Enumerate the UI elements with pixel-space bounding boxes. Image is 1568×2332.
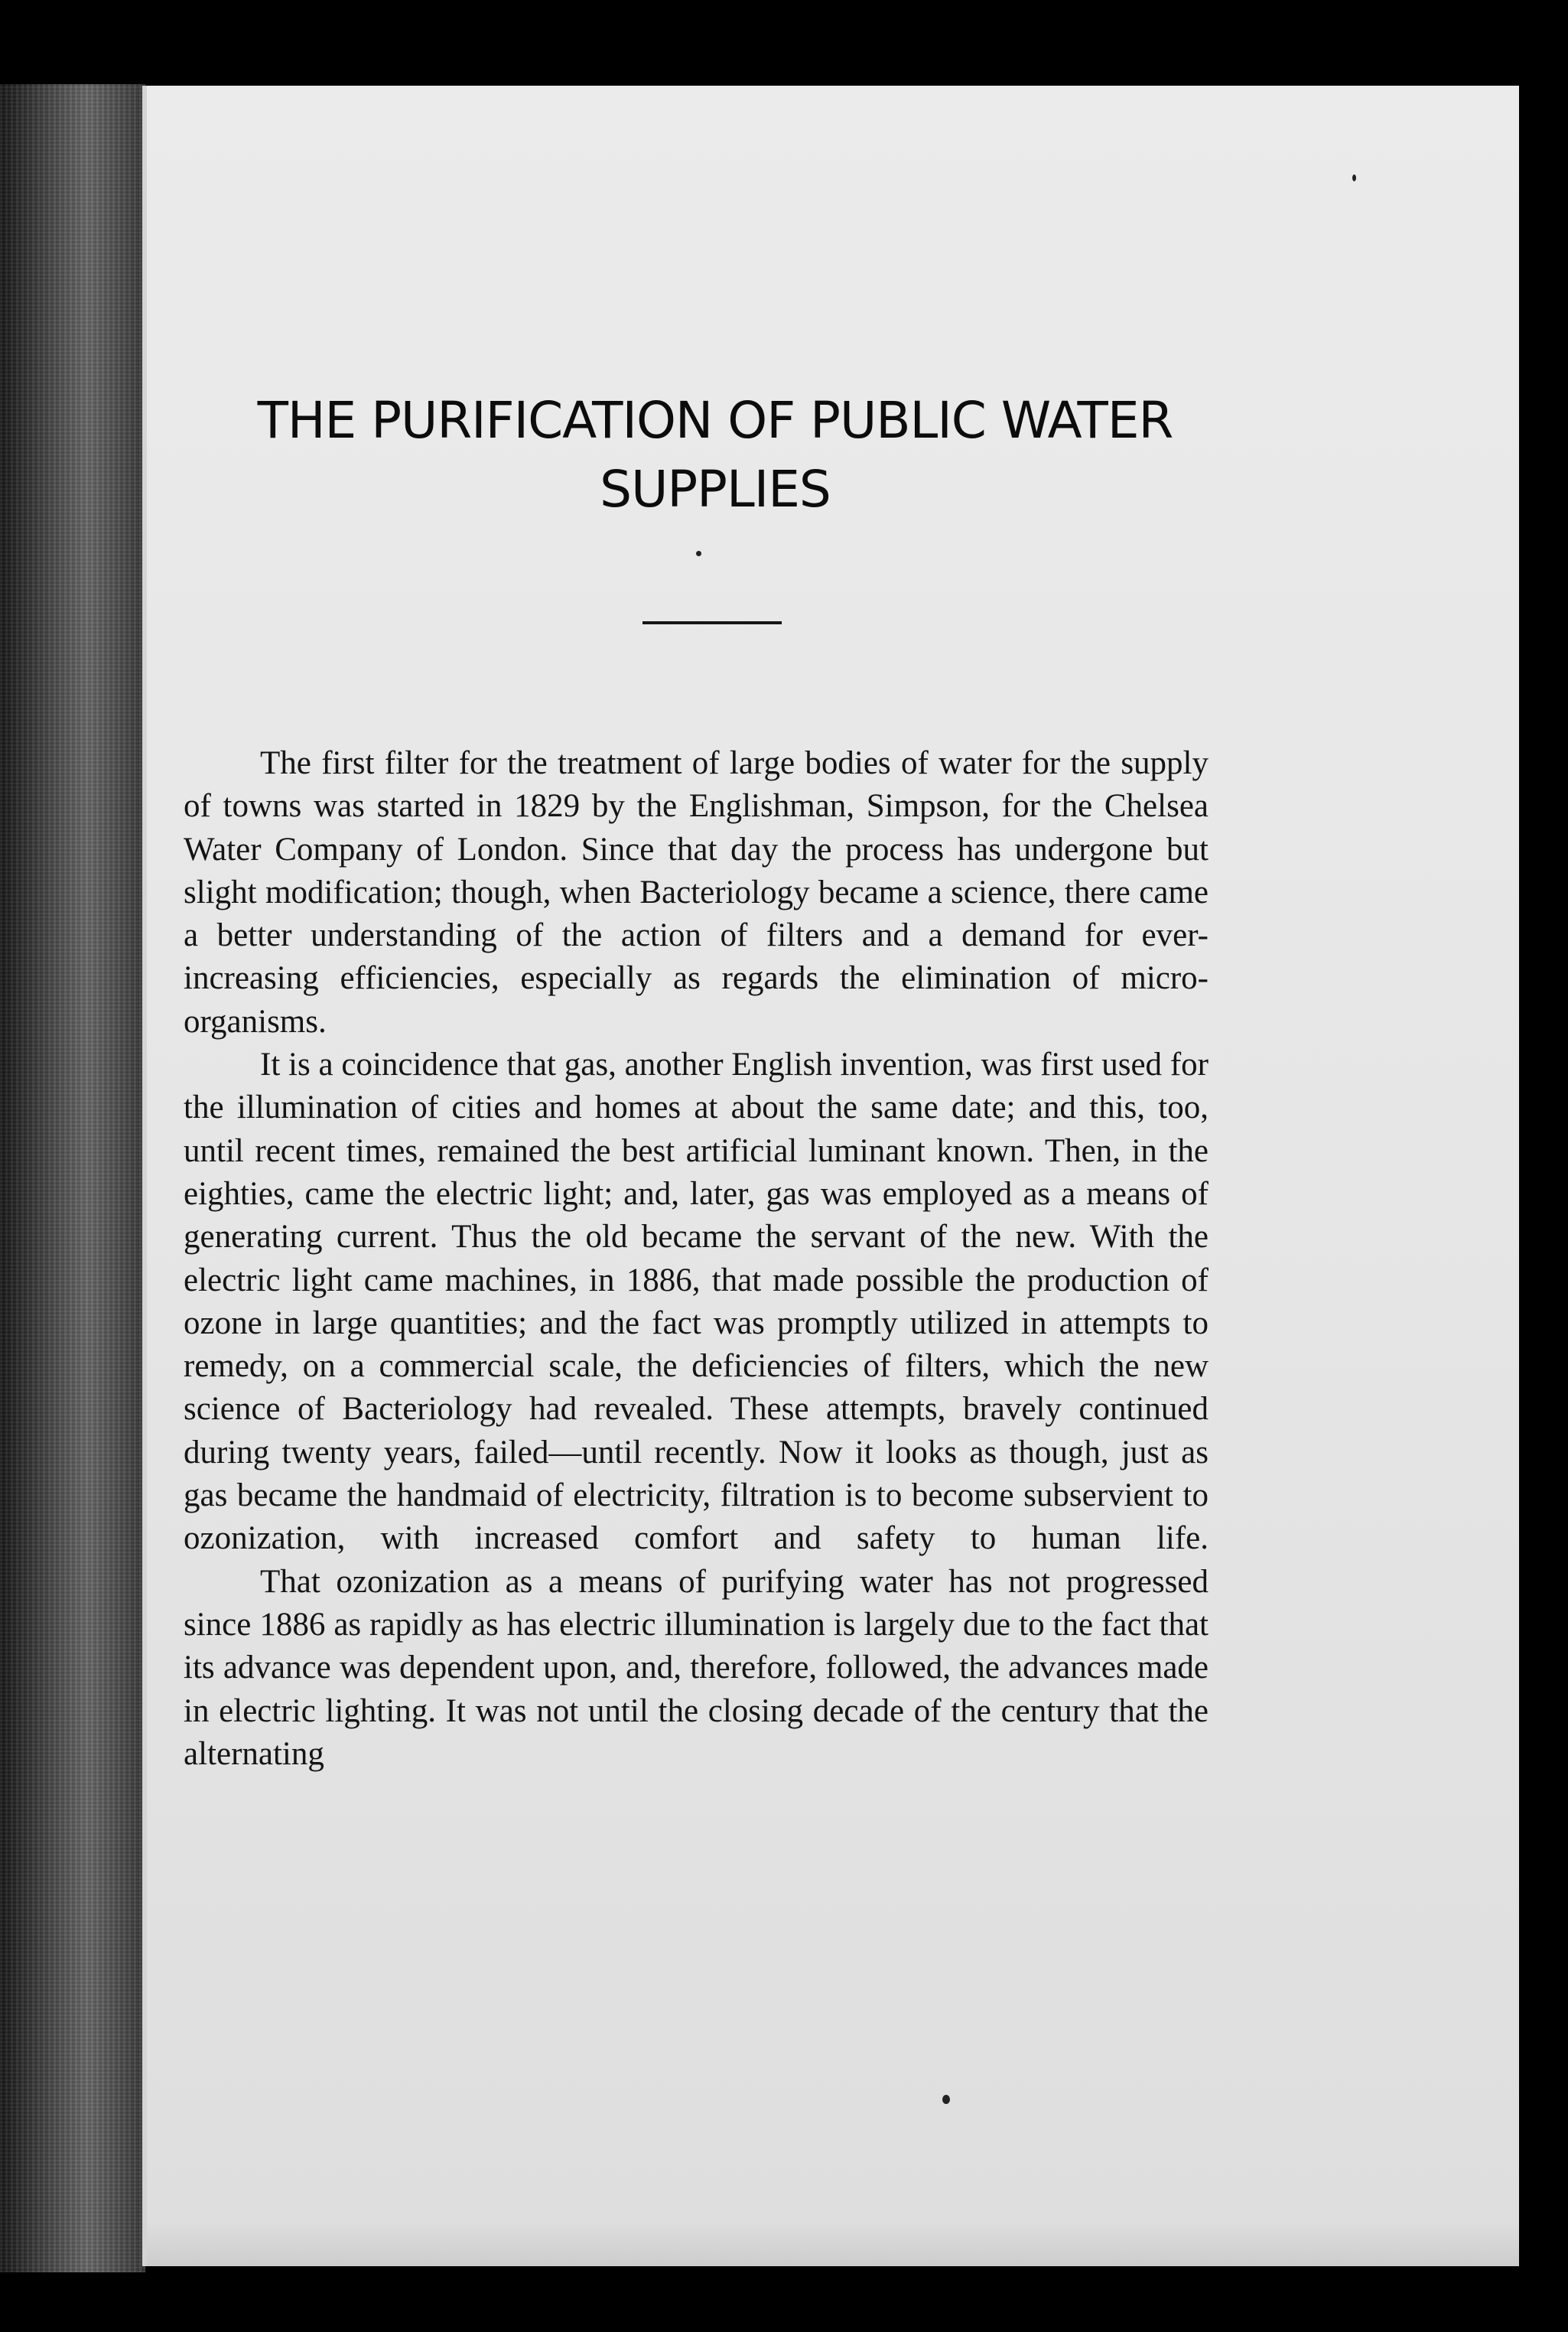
book-binding	[0, 84, 145, 2272]
page-title	[184, 386, 1247, 524]
scan-speck	[696, 551, 701, 556]
page-shadow	[147, 2220, 1519, 2266]
paragraph-1: The first filter for the treatment of large bodies of water for the supply of towns was started in 1829 by the Englishman, Simpson, for the Chelsea Water Company of London. Since that day the process has undergone but slight modification; though, when Bacteriology became a science, there came a better understanding of the action of filters and a demand for ever-increasing efficiencies, especially as regards the elimination of micro-organisms.	[184, 745, 1209, 1040]
title-rule	[642, 621, 782, 624]
body-text	[184, 742, 1209, 1776]
scan-speck	[942, 2095, 950, 2104]
paragraph-3: That ozonization as a means of purifying water has not progressed since 1886 as rapidly as has electric illumination is largely due to the fact that its advance was dependent upon, and, therefore, followed, the advances made in electric lighting. It was not until the closing decade of the century that the alternating	[184, 1563, 1209, 1772]
scan-speck	[1352, 174, 1356, 181]
title-line-2: SUPPLIES	[600, 460, 831, 519]
paragraph-2: It is a coincidence that gas, another English invention, was first used for the illumination of cities and homes at about the same date; and this, too, until recent times, remained the best artificial luminant known. Then, in the eighties, came the electric light; and, later, gas was employed as a means of generating current. Thus the old became the servant of the new. With the electric light came machines, in 1886, that made possible the production of ozone in large quantities; and the fact was promptly utilized in attempts to remedy, on a commercial scale, the deficiencies of filters, which the new science of Bacteriology had revealed. These attempts, bravely continued during twenty years, failed—until recently. Now it looks as though, just as gas became the handmaid of electricity, filtration is to become subservient to ozonization, with increased comfort and safety to human life.	[184, 1047, 1209, 1557]
title-line-1: THE PURIFICATION OF PUBLIC WATER	[257, 391, 1173, 450]
